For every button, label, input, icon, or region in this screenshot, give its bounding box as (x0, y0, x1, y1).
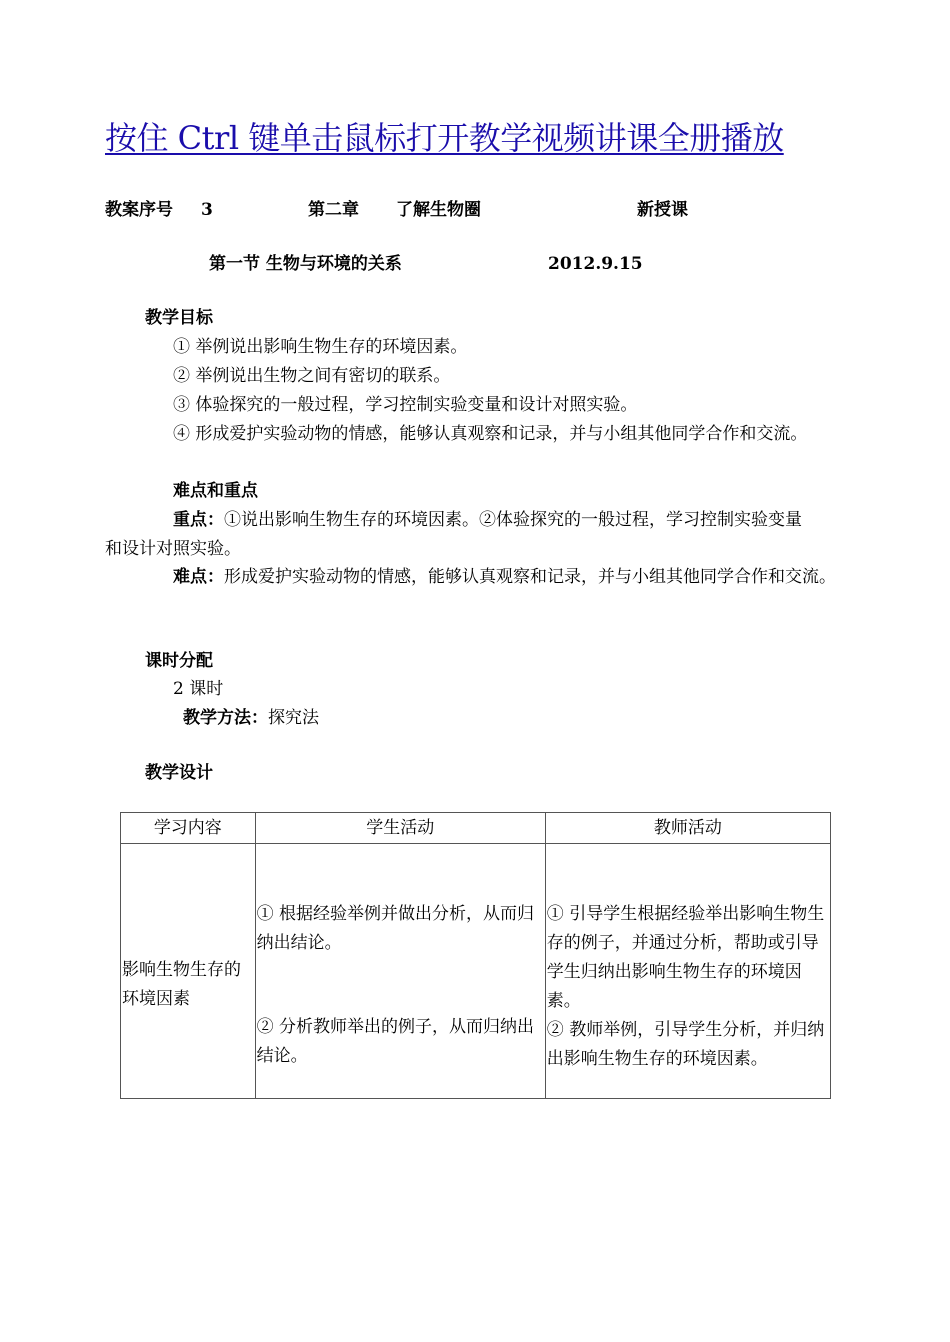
objective-item: ② 举例说出生物之间有密切的联系。 (173, 366, 451, 386)
lesson-type: 新授课 (637, 200, 688, 220)
section-title: 第一节 生物与环境的关系 (209, 254, 402, 274)
chapter-number: 第二章 (308, 200, 359, 220)
table-header-row (121, 813, 831, 844)
column-header: 学习内容 (121, 813, 256, 844)
keypoints-heading: 难点和重点 (173, 481, 258, 501)
column-header: 教师活动 (545, 813, 830, 844)
objective-item: ③ 体验探究的一般过程，学习控制实验变量和设计对照实验。 (173, 395, 638, 415)
student-activity-cell (255, 844, 545, 1099)
design-table (120, 812, 831, 1099)
objective-item: ① 举例说出影响生物生存的环境因素。 (173, 337, 468, 357)
serial-value: 3 (201, 200, 213, 220)
method-label: 教学方法： (183, 708, 268, 728)
teacher-activity-1: ① 引导学生根据经验举出影响生物生存的例子，并通过分析，帮助或引导学生归纳出影响生物生存的环境因素。 (546, 904, 825, 1011)
schedule-heading: 课时分配 (145, 651, 213, 671)
content-cell (121, 844, 256, 1099)
teacher-activity-2: ② 教师举例，引导学生分析，并归纳出影响生物生存的环境因素。 (546, 1020, 825, 1069)
column-header: 学生活动 (255, 813, 545, 844)
focus-text: ①说出影响生物生存的环境因素。②体验探究的一般过程，学习控制实验变量和设计对照实验。 (105, 510, 802, 559)
student-activity-1: ① 根据经验举例并做出分析，从而归纳出结论。 (256, 904, 535, 953)
focus-label: 重点： (173, 510, 224, 530)
objective-item: ④ 形成爱护实验动物的情感，能够认真观察和记录，并与小组其他同学合作和交流。 (173, 424, 808, 444)
difficulty-label: 难点： (173, 567, 224, 587)
serial-label: 教案序号 (105, 200, 173, 220)
lesson-date: 2012.9.15 (548, 254, 643, 274)
method-line (183, 704, 319, 733)
student-activity-2: ② 分析教师举出的例子，从而归纳出结论。 (256, 1017, 535, 1066)
focus-paragraph (105, 506, 813, 564)
design-heading: 教学设计 (145, 763, 213, 783)
difficulty-paragraph (105, 563, 850, 592)
chapter-title: 了解生物圈 (396, 200, 481, 220)
difficulty-text: 形成爱护实验动物的情感，能够认真观察和记录，并与小组其他同学合作和交流。 (224, 567, 836, 587)
content-text: 影响生物生存的环境因素 (122, 960, 241, 1009)
objectives-heading: 教学目标 (145, 308, 213, 328)
schedule-value: 2 课时 (173, 679, 224, 699)
teacher-activity-cell (545, 844, 830, 1099)
method-value: 探究法 (268, 708, 319, 728)
table-row (121, 844, 831, 1099)
video-link[interactable]: 按住 Ctrl 键单击鼠标打开教学视频讲课全册播放 (105, 119, 784, 157)
